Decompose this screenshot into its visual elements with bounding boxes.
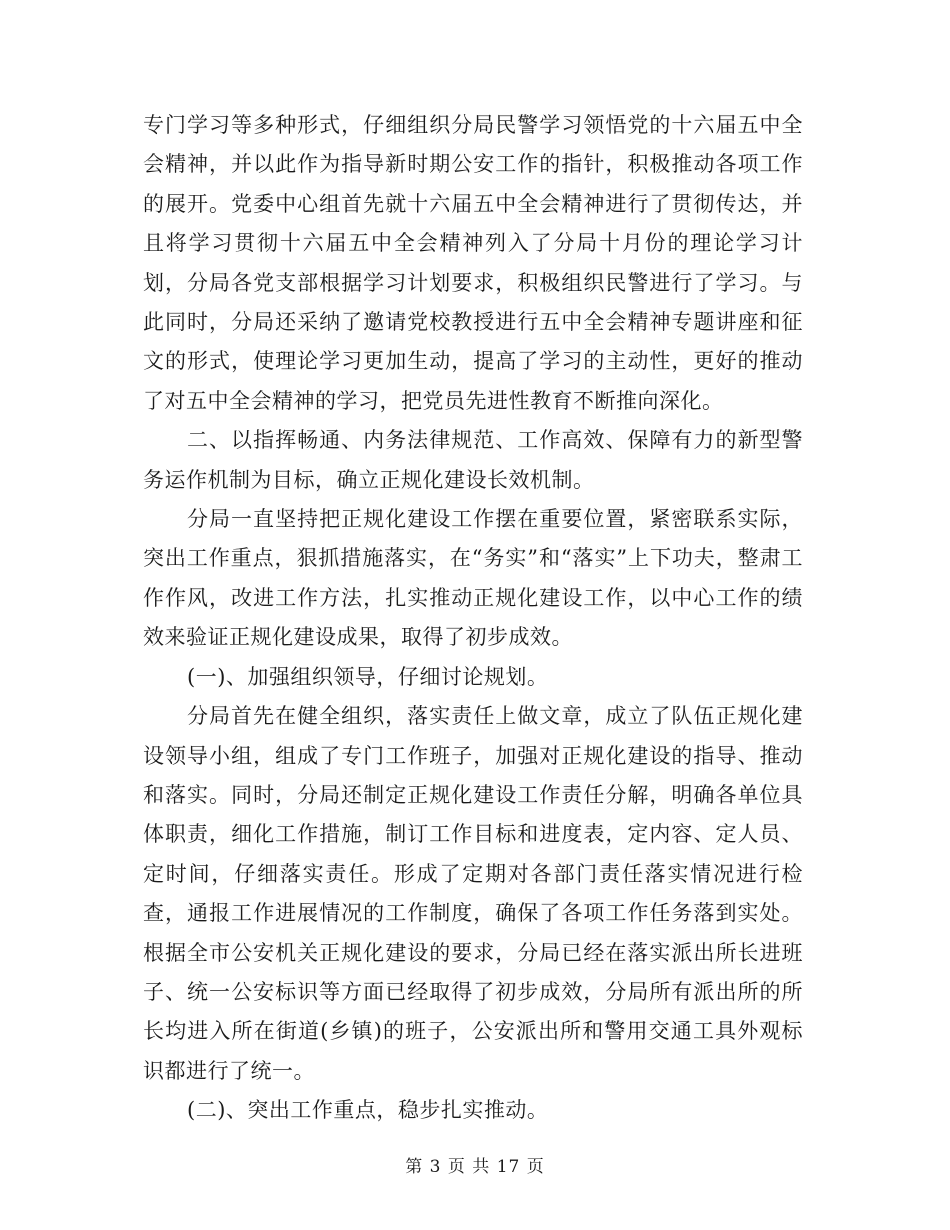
paragraph-1: 专门学习等多种形式，仔细组织分局民警学习领悟党的十六届五中全会精神，并以此作为指导新时期公安工作的指针，积极推动各项工作的展开。党委中心组首先就十六届五中全会精神进行了贯彻传达，并且将学习贯彻十六届五中全会精神列入了分局十月份的理论学习计划，分局各党支部根据学习计划要求，积极组织民警进行了学习。与此同时，分局还采纳了邀请党校教授进行五中全会精神专题讲座和征文的形式，使理论学习更加生动，提高了学习的主动性，更好的推动了对五中全会精神的学习，把党员先进性教育不断推向深化。 [143, 113, 803, 413]
paragraph-5: 分局首先在健全组织，落实责任上做文章，成立了队伍正规化建设领导小组，组成了专门工作班子，加强对正规化建设的指导、推动和落实。同时，分局还制定正规化建设工作责任分解，明确各单位具体职责，细化工作措施，制订工作目标和进度表，定内容、定人员、定时间，仔细落实责任。形成了定期对各部门责任落实情况进行检查，通报工作进展情况的工作制度，确保了各项工作任务落到实处。根据全市公安机关正规化建设的要求，分局已经在落实派出所长进班子、统一公安标识等方面已经取得了初步成效，分局所有派出所的所长均进入所在街道(乡镇)的班子，公安派出所和警用交通工具外观标识都进行了统一。 [143, 704, 803, 1083]
paragraph-4: (一)、加强组织领导，仔细讨论规划。 [187, 664, 549, 689]
paragraph-6: (二)、突出工作重点，稳步扎实推动。 [187, 1098, 549, 1123]
paragraph-3: 分局一直坚持把正规化建设工作摆在重要位置，紧密联系实际，突出工作重点，狠抓措施落实，在“务实”和“落实”上下功夫，整肃工作作风，改进工作方法，扎实推动正规化建设工作，以中心工作的绩效来验证正规化建设成果，取得了初步成效。 [143, 507, 803, 650]
paragraph-2: 二、以指挥畅通、内务法律规范、工作高效、保障有力的新型警务运作机制为目标，确立正规化建设长效机制。 [143, 428, 803, 492]
page-number-footer: 第 3 页 共 17 页 [405, 1157, 545, 1177]
document-body [143, 106, 803, 1131]
